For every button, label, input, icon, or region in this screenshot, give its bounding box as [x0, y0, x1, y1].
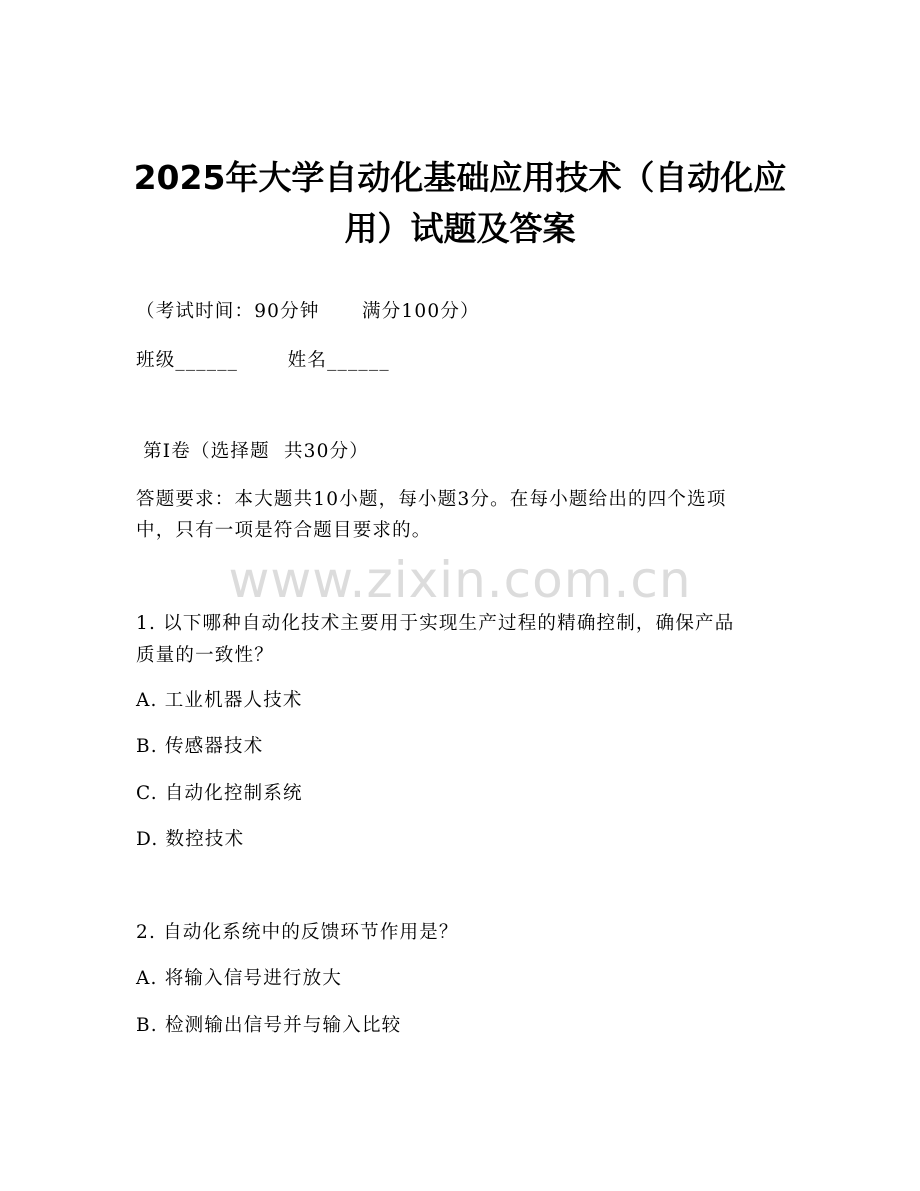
option-a: A. 工业机器人技术	[136, 690, 303, 711]
document-title-line-1: 2025年大学自动化基础应用技术（自动化应	[133, 158, 787, 197]
watermark: www.zixin.com.cn	[228, 551, 692, 609]
option-a: A. 将输入信号进行放大	[136, 968, 343, 989]
student-fields: 班级______ 姓名______	[136, 350, 390, 371]
option-b: B. 检测输出信号并与输入比较	[136, 1015, 402, 1036]
instructions-line-2: 中，只有一项是符合题目要求的。	[136, 520, 432, 541]
instructions-line-1: 答题要求：本大题共10小题，每小题3分。在每小题给出的四个选项	[136, 489, 727, 510]
document-title-line-2: 用）试题及答案	[344, 209, 576, 248]
exam-info: （考试时间：90分钟 满分100分）	[136, 301, 480, 322]
option-c: C. 自动化控制系统	[136, 783, 303, 804]
option-b: B. 传感器技术	[136, 736, 264, 757]
question-stem-line-1: 1. 以下哪种自动化技术主要用于实现生产过程的精确控制，确保产品	[136, 613, 735, 634]
question-stem-line-2: 质量的一致性？	[136, 645, 274, 666]
question-stem-line-1: 2. 自动化系统中的反馈环节作用是？	[136, 922, 459, 943]
section-heading: 第Ⅰ卷（选择题 共30分）	[136, 441, 369, 462]
option-d: D. 数控技术	[136, 829, 245, 850]
